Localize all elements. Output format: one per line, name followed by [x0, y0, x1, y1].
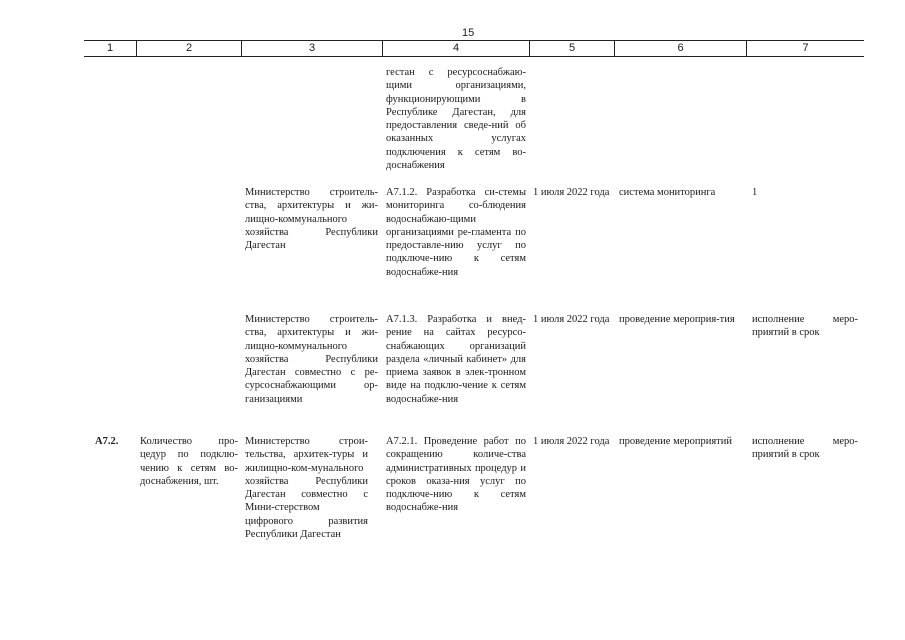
- activity-description: А7.1.2. Разработка си-стемы мониторинга со-блюдения водоснабжаю-щими организациями ре-гламента по предоставле-нию услуг по подключе-нию к сетям водоснабже-ния: [386, 187, 526, 278]
- result-indicator: 1: [752, 187, 758, 198]
- result-type: система мониторинга: [619, 187, 716, 198]
- result-type: проведение мероприятий: [619, 436, 733, 447]
- header-bottom-rule: [84, 56, 864, 57]
- result-indicator: исполнение меро-приятий в срок: [752, 436, 858, 461]
- activity-description: гестан с ресурсоснабжаю-щими организациями, функционирующими в Республике Дагестан, для предоставления сведе-ний об оказанных услугах подключения к сетям во-доснабжения: [386, 67, 526, 172]
- header-col-5: 5: [529, 41, 614, 56]
- responsible-executor: Министерство строитель-ства, архитектуры и жи-лищно-коммунального хозяйства Республики Дагестан: [245, 187, 378, 252]
- deadline: 1 июля 2022 года: [533, 314, 610, 325]
- header-col-1: 1: [106, 42, 114, 54]
- activity-description: А7.2.1. Проведение работ по сокращению количе-ства административных процедур и сроков оказа-ния услуг по подключе-нию к сетям водоснабже-ния: [386, 436, 526, 514]
- header-col-2: 2: [136, 41, 241, 56]
- deadline: 1 июля 2022 года: [533, 187, 610, 198]
- indicator-name: Количество про-цедур по подклю-чению к сетям во-доснабжения, шт.: [140, 436, 238, 487]
- page-number: 15: [462, 27, 475, 39]
- indicator-code: А7.2.: [95, 436, 119, 447]
- activity-description: А7.1.3. Разработка и внед-рение на сайтах ресурсо-снабжающих организаций раздела «личный кабинет» для приема заявок в элек-тронном виде на подклю-чение к сетям водоснабже-ния: [386, 314, 526, 405]
- result-type: проведение мероприя-тия: [619, 314, 735, 325]
- responsible-executor: Министерство строитель-ства, архитектуры и жи-лищно-коммунального хозяйства Республики Дагестан совместно с ре-сурсоснабжающими ор-ганизациями: [245, 314, 378, 405]
- header-col-6: 6: [614, 41, 746, 56]
- responsible-executor: Министерство строи-тельства, архитек-туры и жилищно-ком-мунального хозяйства Республики Дагестан совместно с Мини-стерством цифрового развития Республики Дагестан: [245, 436, 368, 541]
- header-col-7: 7: [746, 41, 864, 56]
- deadline: 1 июля 2022 года: [533, 436, 610, 447]
- header-col-4: 4: [382, 41, 529, 56]
- header-col-3: 3: [241, 41, 382, 56]
- result-indicator: исполнение меро-приятий в срок: [752, 314, 858, 339]
